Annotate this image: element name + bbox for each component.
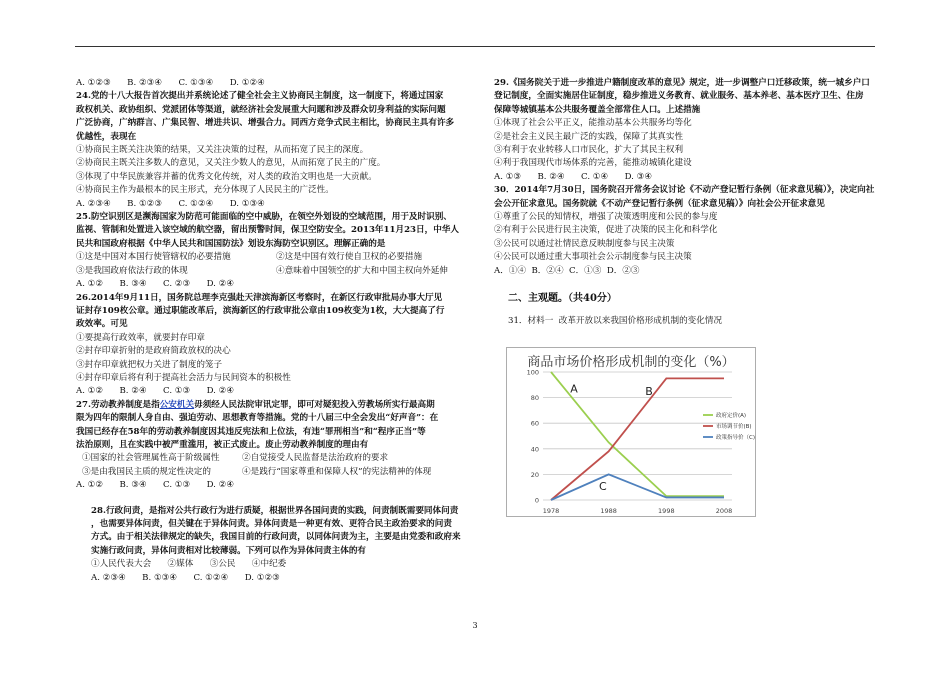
q26-item: ③封存印章就把权力关进了制度的笼子 [76, 359, 223, 370]
q25-item: ②这是中国有效行使自卫权的必要措施 [276, 252, 423, 263]
q29-line: 29.《国务院关于进一步推进户籍制度改革的意见》规定，进一步调整户口迁移政策，统一城乡户口 [494, 78, 870, 88]
q25-line: 25.防空识别区是濒海国家为防范可能面临的空中威胁，在领空外划设的空域范围，用于及时识别、 [76, 212, 452, 223]
q24-line: 24.党的十八大报告首次提出并系统论述了健全社会主义协商民主制度，这一制度下，将通过国家 [76, 91, 444, 102]
q27-line: 我国已经存在58年的劳动教养制度因其违反宪法和上位法，有违“罪刑相当”和“程序正当”等 [76, 426, 426, 437]
y-tick-label: 40 [530, 445, 539, 454]
q26-item: ②封存印章折射的是政府简政放权的决心 [76, 346, 231, 357]
q27-item: ②自觉接受人民监督是法治政府的要求 [242, 453, 389, 464]
q27-stem [76, 399, 476, 453]
q25-options: A. ①② B. ③④ C. ②③ D. ②④ [76, 279, 235, 290]
section-heading: 二、主观题。（共40分） [508, 293, 617, 305]
y-tick-label: 0 [534, 496, 539, 505]
q30-item: ①尊重了公民的知情权，增强了决策透明度和公民的参与度 [494, 212, 718, 223]
legend-label: 市场调节价(B) [716, 424, 752, 430]
x-tick-label: 2008 [715, 507, 733, 515]
q26-item: ①要提高行政效率，就要封存印章 [76, 332, 205, 343]
y-tick-label: 80 [530, 394, 539, 403]
y-tick-label: 20 [530, 470, 539, 479]
q24-line: 优越性，表现在 [76, 131, 137, 142]
left-column [76, 77, 476, 585]
legend-label: 政策指导价（C) [716, 435, 755, 441]
q28-line: 28.行政问责，是指对公共行政行为进行质疑，根据世界各国问责的实践，问责制既需要同体问责 [91, 505, 459, 516]
price-mechanism-chart [506, 347, 756, 517]
q25-line: 民共和国政府根据《中华人民共和国国防法》划设东海防空识别区。理解正确的是 [76, 238, 386, 249]
q26-line: 政效率。可见 [76, 319, 128, 330]
q28-stem [76, 505, 476, 559]
q25-item: ③是我国政府依法行政的体现 [76, 265, 188, 276]
q26-line: 证封存109枚公章。通过职能改革后，滨海新区的行政审批公章由109枚变为1枚，大大提高了行 [76, 305, 445, 316]
q24-item: ②协商民主既关注多数人的意见，又关注少数人的意见，从而拓宽了民主的广度。 [76, 158, 386, 169]
series-tag-label: A [570, 382, 578, 396]
q28-line: ，也需要异体问责，但关键在于异体问责。异体问责是一种更有效、更符合民主政治要求的问责 [91, 519, 452, 529]
q25-item: ④意味着中国领空的扩大和中国主权向外延伸 [276, 265, 448, 276]
q28-options: A. ②③④ B. ①③④ C. ①②④ D. ①②③ [91, 572, 280, 583]
q25-items-row1 [76, 251, 476, 264]
q30-stem [494, 184, 884, 211]
q28-items: ①人民代表大会 ②媒体 ③公民 ④中纪委 [91, 559, 287, 570]
q27-line: 法治原则，且在实践中被严重滥用，被正式废止。废止劳动教养制度的理由有 [76, 439, 369, 450]
y-tick-label: 60 [530, 419, 539, 428]
x-tick-label: 1978 [542, 507, 560, 515]
series-tag-label: C [599, 479, 607, 493]
q24-item: ③体现了中华民族兼容并蓄的优秀文化传统，对人类的政治文明也是一大贡献。 [76, 171, 377, 182]
q27-items-row1 [76, 452, 476, 465]
series-tag-label: B [645, 385, 653, 399]
q27-item: ③是由我国民主质的规定性决定的 [82, 466, 211, 477]
q28-line: 方式。由于相关法律规定的缺失，我国目前的行政问责，以同体问责为主，主要是由党委和政府来 [91, 532, 461, 543]
q29-options: A. ①③ B. ②④ C. ①④ D. ③④ [494, 171, 653, 182]
q26-options: A. ①② B. ②④ C. ①③ D. ②④ [76, 386, 235, 397]
q27-options: A. ①② B. ③④ C. ①③ D. ②④ [76, 480, 235, 491]
q28-line: 实施行政问责，异体问责相对比较薄弱。下列可以作为异体问责主体的有 [91, 545, 367, 556]
q25-stem [76, 211, 476, 251]
q30-options: A．①④ B．②④ C．①③ D．②③ [494, 265, 640, 276]
q30-item: ②有利于公民进行民主决策，促进了决策的民主化和科学化 [494, 225, 718, 236]
page-number: 3 [472, 621, 478, 630]
y-tick-label: 100 [526, 368, 539, 377]
q30-line: 30．2014年7月30日，国务院召开常务会议讨论《不动产登记暂行条例（征求意见稿）》，决定向社 [494, 185, 875, 196]
x-tick-label: 1988 [600, 507, 617, 515]
q24-line: 政权机关、政协组织、党派团体等渠道，就经济社会发展重大问题和涉及群众切身利益的实际问题 [76, 104, 446, 115]
q26-item: ④封存印章后将有利于提高社会活力与民间资本的积极性 [76, 372, 291, 383]
q26-stem [76, 292, 476, 332]
q29-line: 登记制度，全面实施居住证制度，稳步推进义务教育、就业服务、基本养老、基本医疗卫生、住房 [494, 91, 864, 102]
q27-line [76, 399, 476, 412]
q25-item: ①这是中国对本国行使管辖权的必要措施 [76, 252, 231, 263]
chart-svg [506, 347, 756, 517]
q29-item: ①体现了社会公平正义，能推动基本公共服务均等化 [494, 118, 692, 129]
q24-options: A. ②③④ B. ①②③ C. ①②④ D. ①③④ [76, 198, 265, 209]
q27-item: ④是践行“国家尊重和保障人权”的宪法精神的体现 [242, 466, 432, 477]
q23-options: A. ①②③ B. ②③④ C. ①③④ D. ①②④ [76, 78, 265, 88]
q27-items-row2 [76, 466, 476, 479]
q24-stem [76, 90, 476, 144]
q29-stem [494, 77, 884, 117]
right-column [494, 77, 884, 328]
q24-item: ①协商民主既关注决策的结果，又关注决策的过程，从而拓宽了民主的深度。 [76, 145, 369, 156]
q24-item: ④协商民主作为最根本的民主形式，充分体现了人民民主的广泛性。 [76, 185, 334, 196]
legend-label: 政府定价(A) [716, 413, 747, 419]
q26-line: 26.2014年9月11日，国务院总理李克强赴天津滨海新区考察时，在新区行政审批局办事大厅见 [76, 292, 443, 303]
header-rule [75, 46, 875, 47]
q31-stem: 31．材料一 改革开放以来我国价格形成机制的变化情况 [508, 315, 723, 326]
q29-item: ③有利于农业转移人口市民化，扩大了其民主权利 [494, 145, 684, 156]
q29-line: 保障等城镇基本公共服务覆盖全部常住人口。上述措施 [494, 104, 701, 115]
chart-title: 商品市场价格形成机制的变化（%） [527, 355, 735, 370]
x-tick-label: 1998 [658, 507, 675, 515]
q25-line: 监视、管制和处置进入该空域的航空器，留出预警时间，保卫空防安全。2013年11月23日，中华人 [76, 225, 459, 236]
q25-items-row2 [76, 265, 476, 278]
q24-line: 广泛协商，广纳群言、广集民智、增进共识、增强合力。同西方竞争式民主相比，协商民主具有许多 [76, 118, 455, 129]
q29-item: ②是社会主义民主最广泛的实践，保障了其真实性 [494, 131, 684, 142]
q30-line: 会公开征求意见。国务院就《不动产登记暂行条例（征求意见稿）》向社会公开征求意见 [494, 198, 825, 209]
q30-item: ③公民可以通过社情民意反映制度参与民主决策 [494, 238, 675, 249]
q27-item: ①国家的社会管理属性高于阶级属性 [82, 453, 220, 464]
q29-item: ④利于我国现代市场体系的完善，能推动城镇化建设 [494, 158, 692, 169]
chart-frame [507, 348, 756, 517]
q27-lead: 27.劳动教养制度是指 [76, 399, 160, 410]
public-security-link[interactable]: 公安机关 [159, 399, 195, 410]
q27-line: 限为四年的限制人身自由、强迫劳动、思想教育等措施。党的十八届三中全会发出“好声音”：在 [76, 413, 439, 424]
q30-item: ④公民可以通过重大事项社会公示制度参与民主决策 [494, 252, 692, 263]
q27-rest: 毋须经人民法院审讯定罪，即可对疑犯投入劳教场所实行最高期 [194, 399, 435, 410]
